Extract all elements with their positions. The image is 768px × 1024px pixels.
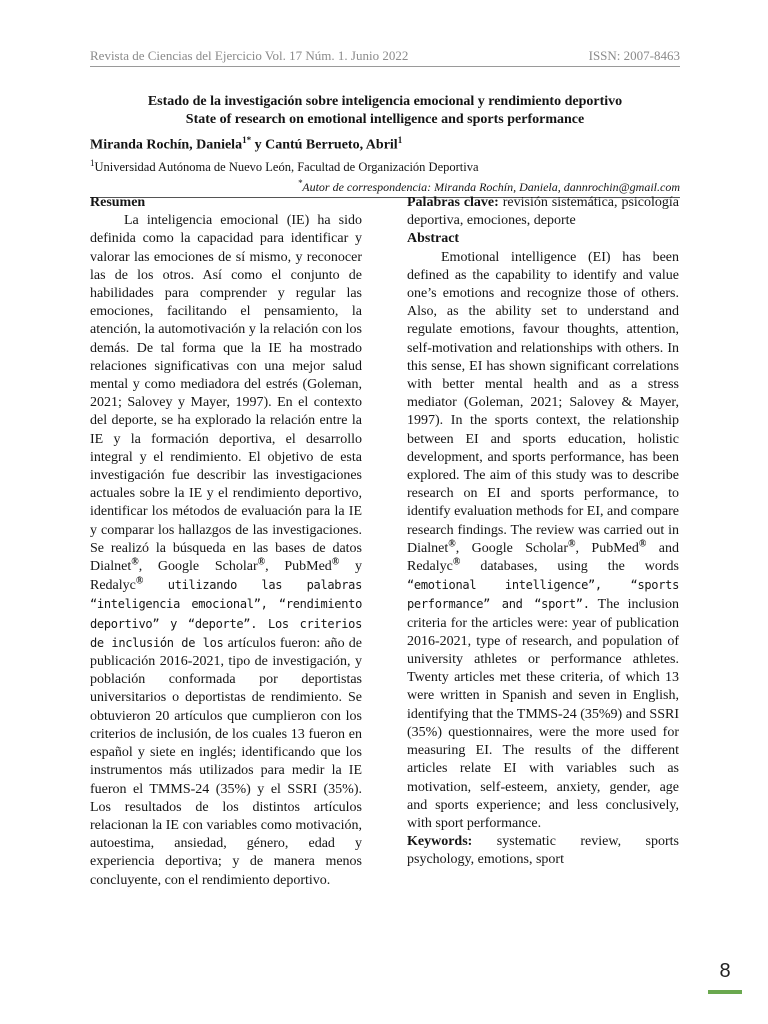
resumen-text-6: artículos fueron: año de publicación 2016-2021, tipo de investigación, y población conformada por deportistas universitarios o deportistas de rendimiento. Se obtuvieron 20 artículos que cumplieron con los criterios de inclusión, de los cuales 13 fueron en español y siete en inglés; identificando que los instrumentos más utilizados para medir la IE fueron el TMMS-24 (35%) y el SSRI (35%). Los resultados de los distintos artículos relacionan la IE con variables como motivación, autoestima, ansiedad, género, edad y experiencia deportiva; y de manera menos concluyente, con el rendimiento deportivo. bbox=[90, 635, 362, 888]
authors-line bbox=[90, 131, 680, 155]
keywords-text: systematic review, sports psychology, emotions, sport bbox=[407, 834, 679, 868]
title-block bbox=[90, 93, 680, 198]
palabras-clave-label: Palabras clave: bbox=[407, 195, 499, 210]
abstract-text-1: Emotional intelligence (EI) has been defined as the capability to identify and value one’s emotions and recognize those of others. Also, as the ability set to understand and regulate emotions, favour thoughts, attention, self-motivation and relationships with others. In this sense, EI has shown significant correlations with better mental health and as a stress mediator (Goleman, 2021; Salovey & Mayer, 1997). In the sports context, the relationship between EI and sports education, holistic development, and sports performance, has been explored. The aim of this study was to describe research on EI and sports performance, to identify evaluation methods for EI, and compare research findings. The review was carried out in Dialnet bbox=[407, 249, 679, 556]
resumen-text-3: , PubMed bbox=[265, 559, 332, 575]
resumen-heading: Resumen bbox=[90, 195, 146, 210]
abstract-paragraph bbox=[407, 249, 679, 834]
abstract-text-6: “emotional intelligence”, “sports performance” and “sport”. bbox=[407, 578, 679, 612]
keywords-label: Keywords: bbox=[407, 834, 473, 850]
abstract-text-5: databases, using the words bbox=[460, 559, 679, 575]
running-header bbox=[90, 48, 680, 67]
resumen-text-4: y Redalyc bbox=[90, 559, 363, 594]
palabras-clave bbox=[407, 194, 679, 230]
right-column bbox=[407, 194, 679, 870]
author-1-superscript: 1* bbox=[242, 135, 252, 145]
correspondence-text: Autor de correspondencia: Miranda Rochín, Daniela, dannrochin@gmail.com bbox=[302, 179, 680, 194]
abstract-text-7: The inclusion criteria for the articles were: year of publication 2016-2021, type of research, and population of university athletes or performance athletes. Twenty articles met these criteria, of which 13 were written in Spanish and seven in English, identifying that the TMMS-24 (35%9) and SSRI (35%) questionnaires, were the more used for measuring EI. The results of the different articles relate EI with variables such as motivation, self-esteem, anxiety, gender, age and sports experience; and less conclusively, with sport performance. bbox=[407, 597, 679, 831]
abstract-text-4: and Redalyc bbox=[407, 540, 680, 575]
affiliation-superscript: 1 bbox=[90, 157, 95, 168]
affiliation bbox=[90, 155, 680, 175]
registered-mark: ® bbox=[135, 575, 144, 587]
keywords bbox=[407, 833, 679, 869]
registered-mark: ® bbox=[331, 556, 340, 568]
palabras-clave-text: revisión sistemática, psicología deportiva, emociones, deporte bbox=[407, 195, 679, 229]
abstract-heading: Abstract bbox=[407, 231, 460, 247]
abstract-text-3: , PubMed bbox=[575, 540, 639, 556]
issn: ISSN: 2007-8463 bbox=[588, 48, 680, 63]
registered-mark: ® bbox=[257, 556, 266, 568]
resumen-text-1: La inteligencia emocional (IE) ha sido definida como la capacidad para identificar y valorar las emociones de sí mismo, y reconocer las de los otros. Así como el conjunto de habilidades para comprender y regular las emociones, facilitando el pensamiento, la atención, la automotivación y la relación con los demás. De tal forma que la IE ha mostrado relaciones significativas con una mejor salud mental y como mediadora del estrés (Goleman, 2021; Salovey y Mayer, 1997). En el contexto del deporte, se ha explorado la relación entre la IE y la formación deportiva, el desarrollo integral y el rendimiento. El objetivo de esta investigación fue describir las investigaciones actuales sobre la IE y el rendimiento deportivo, identificar los métodos de evaluación para la IE y comparar los hallazgos de las investigaciones. Se realizó la búsqueda en las bases de datos Dialnet bbox=[90, 213, 362, 575]
author-1: Miranda Rochín, Daniela bbox=[90, 137, 243, 153]
registered-mark: ® bbox=[638, 538, 647, 550]
journal-name: Revista de Ciencias del Ejercicio Vol. 17 Núm. 1. Junio 2022 bbox=[90, 48, 409, 63]
left-column bbox=[90, 194, 362, 890]
resumen-paragraph bbox=[90, 212, 362, 890]
resumen-text-5: utilizando las palabras “inteligencia emocional”, “rendimiento deportivo” y “deporte”. Los criterios de inclusión de los bbox=[90, 578, 362, 650]
page-number-underline bbox=[708, 990, 742, 994]
affiliation-text: Universidad Autónoma de Nuevo León, Facultad de Organización Deportiva bbox=[94, 159, 479, 174]
resumen-text-2: , Google Scholar bbox=[138, 559, 258, 575]
author-2: Cantú Berrueto, Abril bbox=[265, 137, 398, 153]
correspondence-superscript: * bbox=[297, 177, 303, 188]
author-2-superscript: 1 bbox=[397, 135, 403, 145]
author-connector: y bbox=[251, 137, 266, 153]
registered-mark: ® bbox=[131, 556, 139, 568]
registered-mark: ® bbox=[448, 538, 456, 550]
page-number: 8 bbox=[719, 960, 731, 982]
title-english: State of research on emotional intelligence and sports performance bbox=[185, 112, 585, 127]
registered-mark: ® bbox=[568, 538, 576, 550]
title-spanish: Estado de la investigación sobre inteligencia emocional y rendimiento deportivo bbox=[147, 94, 623, 109]
abstract-text-2: , Google Scholar bbox=[455, 540, 569, 556]
registered-mark: ® bbox=[452, 556, 461, 568]
